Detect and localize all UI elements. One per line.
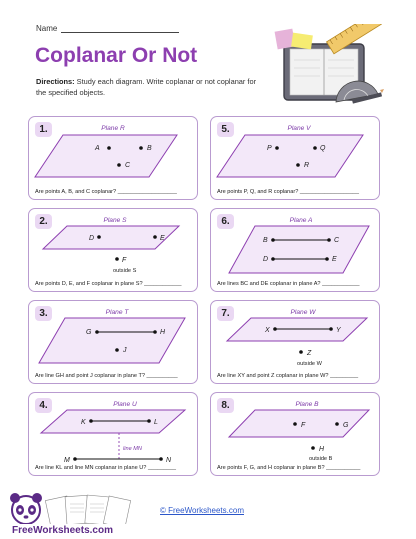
- point-marker: [115, 348, 119, 352]
- point-marker: [273, 327, 277, 331]
- point-label: G: [86, 329, 92, 336]
- point-label: E: [160, 235, 165, 242]
- point-marker: [147, 419, 151, 423]
- problem-number: 1.: [35, 122, 52, 137]
- point-label: N: [166, 457, 172, 464]
- point-label: B: [147, 145, 152, 152]
- question-text: Are line GH and point J coplanar in plane T? __________: [35, 373, 178, 379]
- plane-shape: [43, 226, 179, 249]
- directions-label: Directions:: [36, 77, 75, 86]
- problem-card-2: [28, 208, 198, 292]
- point-marker: [97, 235, 101, 239]
- directions-text: Study each diagram. Write coplanar or not coplanar for the specified objects.: [36, 77, 257, 97]
- point-marker: [271, 238, 275, 242]
- problem-card-7: [210, 300, 380, 384]
- question-text: Are line KL and line MN coplanar in plane U? _________: [35, 465, 176, 471]
- footer-link[interactable]: © FreeWorksheets.com: [160, 506, 244, 515]
- problem-grid: [28, 116, 390, 478]
- point-marker: [117, 163, 121, 167]
- point-label: H: [160, 329, 166, 336]
- name-row: [36, 24, 179, 33]
- point-label: L: [154, 419, 158, 426]
- point-marker: [89, 419, 93, 423]
- plane-label: Plane A: [289, 217, 313, 224]
- problem-number: 3.: [35, 306, 52, 321]
- problem-card-3: [28, 300, 198, 384]
- problem-number: 8.: [217, 398, 234, 413]
- point-marker: [139, 146, 143, 150]
- plane-label: Plane S: [103, 217, 127, 224]
- point-marker: [335, 422, 339, 426]
- page-title: Coplanar Or Not: [35, 44, 198, 67]
- point-marker: [313, 146, 317, 150]
- point-marker: [271, 257, 275, 261]
- name-blank[interactable]: [61, 24, 179, 33]
- plane-shape: [35, 135, 177, 177]
- plane-label: Plane T: [105, 309, 129, 316]
- problem-card-6: [210, 208, 380, 292]
- point-label: X: [265, 327, 270, 334]
- point-label: K: [81, 419, 86, 426]
- point-label: C: [334, 237, 340, 244]
- note-label: outside W: [297, 361, 322, 367]
- directions: [36, 76, 268, 98]
- plane-label: Plane W: [290, 309, 316, 316]
- plane-label: Plane U: [113, 401, 137, 408]
- question-text: Are points A, B, and C coplanar? ___________________: [35, 189, 177, 195]
- point-label: M: [64, 457, 70, 464]
- problem-number: 6.: [217, 214, 234, 229]
- problem-card-4: [28, 392, 198, 476]
- point-marker: [299, 350, 303, 354]
- point-marker: [107, 146, 111, 150]
- freeworksheets-logo: [4, 490, 139, 536]
- point-label: E: [332, 256, 337, 263]
- plane-shape: [39, 318, 185, 363]
- point-label: Y: [336, 327, 341, 334]
- point-marker: [95, 330, 99, 334]
- point-marker: [329, 327, 333, 331]
- point-label: C: [125, 162, 131, 169]
- point-marker: [311, 446, 315, 450]
- question-text: Are points P, Q, and R coplanar? ___________________: [217, 189, 360, 195]
- problem-number: 7.: [217, 306, 234, 321]
- point-marker: [327, 238, 331, 242]
- problem-number: 5.: [217, 122, 234, 137]
- note-label: line MN: [123, 446, 142, 452]
- point-marker: [153, 330, 157, 334]
- problem-number: 2.: [35, 214, 52, 229]
- plane-shape: [217, 135, 363, 177]
- question-text: Are points D, E, and F coplanar in plane S? ____________: [35, 281, 182, 287]
- point-marker: [275, 146, 279, 150]
- point-marker: [159, 457, 163, 461]
- note-label: outside B: [309, 456, 333, 462]
- point-label: D: [89, 235, 95, 242]
- point-label: Q: [320, 145, 326, 152]
- point-label: H: [319, 446, 325, 453]
- point-label: G: [343, 422, 349, 429]
- plane-label: Plane V: [287, 125, 311, 132]
- point-label: B: [263, 237, 268, 244]
- point-marker: [73, 457, 77, 461]
- geometry-tools-illustration: [266, 24, 384, 108]
- problem-card-8: [210, 392, 380, 476]
- point-label: R: [304, 162, 310, 169]
- plane-label: Plane B: [295, 401, 319, 408]
- point-label: F: [301, 422, 306, 429]
- plane-shape: [229, 226, 369, 273]
- point-marker: [115, 257, 119, 261]
- point-label: F: [122, 257, 127, 264]
- point-marker: [293, 422, 297, 426]
- problem-card-5: [210, 116, 380, 200]
- question-text: Are line XY and point Z coplanar in plane W? _________: [217, 373, 359, 379]
- point-marker: [325, 257, 329, 261]
- question-text: Are points F, G, and H coplanar in plane B? ___________: [217, 465, 361, 471]
- point-label: Z: [307, 350, 312, 357]
- logo-text: FreeWorksheets.com: [12, 525, 113, 536]
- note-label: outside S: [113, 268, 137, 274]
- problem-card-1: [28, 116, 198, 200]
- point-label: A: [95, 145, 100, 152]
- name-label: Name: [36, 24, 58, 33]
- plane-label: Plane R: [101, 125, 125, 132]
- point-label: D: [263, 256, 269, 263]
- problem-number: 4.: [35, 398, 52, 413]
- point-label: P: [267, 145, 272, 152]
- point-marker: [153, 235, 157, 239]
- point-label: J: [123, 347, 127, 354]
- question-text: Are lines BC and DE coplanar in plane A? ____________: [217, 281, 360, 287]
- point-marker: [296, 163, 300, 167]
